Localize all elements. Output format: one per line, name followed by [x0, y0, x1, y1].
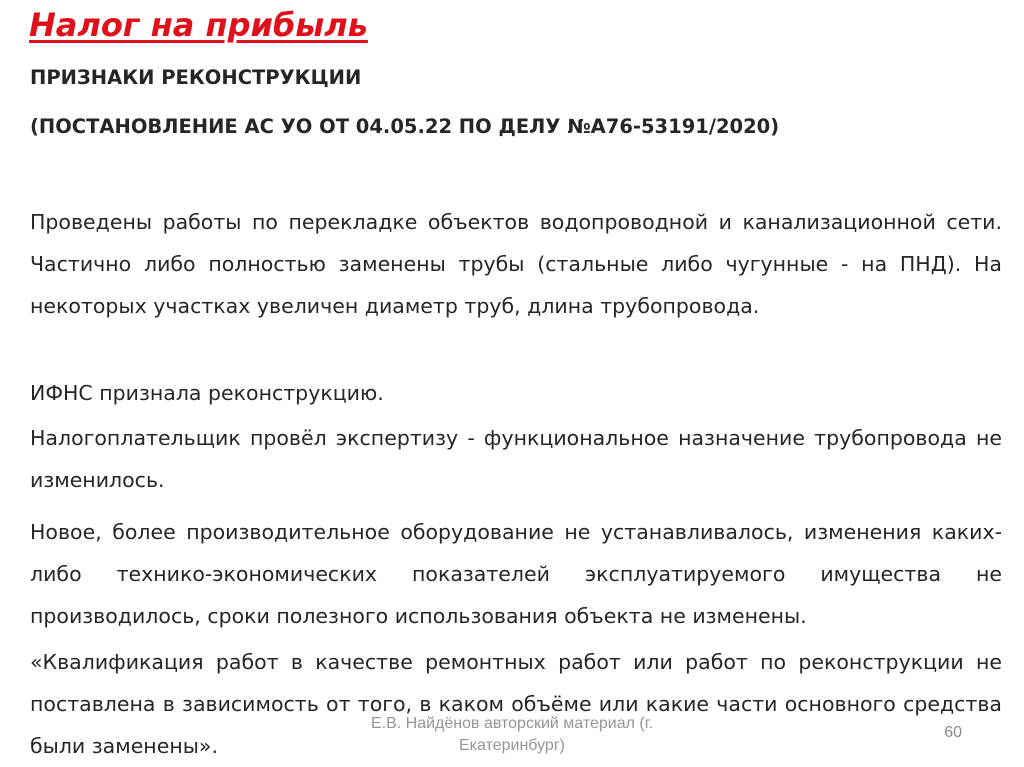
- page-number: 60: [944, 724, 962, 741]
- footer-author-line-2: Екатеринбург): [459, 737, 565, 754]
- subtitle-line-2: (ПОСТАНОВЛЕНИЕ АС УО ОТ 04.05.22 ПО ДЕЛУ №А76-53191/2020): [30, 115, 780, 138]
- paragraph-quote: «Квалификация работ в качестве ремонтных работ или работ по реконструкции не поставлена в зависимость от того, в каком объёме или какие части основного средства были заменены».: [30, 650, 1002, 758]
- slide-title: Налог на прибыль: [29, 6, 368, 44]
- paragraph-works: Проведены работы по перекладке объектов водопроводной и канализационной сети. Частично либо полностью заменены трубы (стальные либо чугунные - на ПНД). На некоторых участках увеличен диаметр труб, длина трубопровода.: [30, 210, 1002, 318]
- subtitle-line-1: ПРИЗНАКИ РЕКОНСТРУКЦИИ: [30, 66, 362, 89]
- paragraph-ifns: ИФНС признала реконструкцию.: [30, 381, 384, 405]
- paragraph-expertise: Налогоплательщик провёл экспертизу - функциональное назначение трубопровода не изменилось.: [30, 426, 1002, 492]
- paragraph-equipment: Новое, более производительное оборудование не устанавливалось, изменения каких-либо технико-экономических показателей эксплуатируемого имущества не производилось, сроки полезного использования объекта не изменены.: [30, 520, 1002, 628]
- footer-author-line-1: Е.В. Найдёнов авторский материал (г.: [370, 715, 654, 732]
